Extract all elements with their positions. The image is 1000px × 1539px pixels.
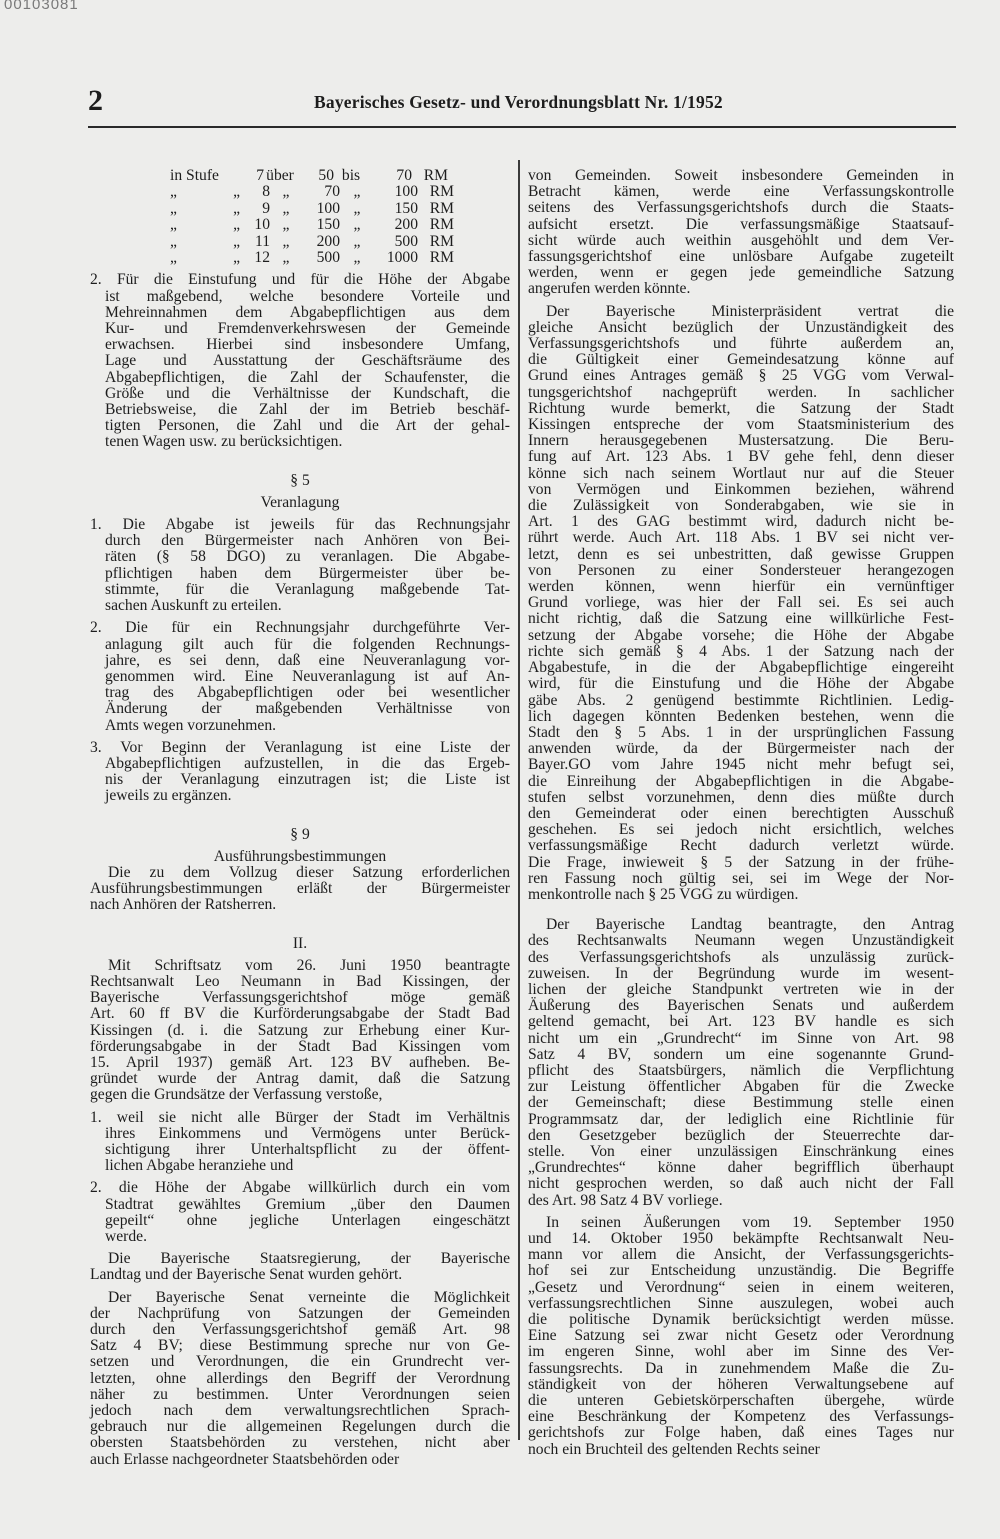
text-line: werden können, wenn hierfür ein vernünftiger	[528, 578, 954, 596]
text-line: Programmsatz dar, der lediglich eine Richtlinie für	[528, 1110, 954, 1128]
section-5-item-3	[90, 740, 510, 805]
tier-cell: 50	[318, 167, 334, 184]
right-para-3	[528, 917, 954, 1209]
tier-cell: 150	[394, 199, 418, 217]
text-line: pflicht des Staatsbürgers, nämlich die Verpflichtung	[528, 1061, 954, 1079]
text-line: ist maßgebend, welche besondere Vorteile und	[105, 287, 510, 305]
text-line: zuweisen. In der Begründung wurde im wesent-	[528, 964, 954, 982]
tier-cell: „	[233, 199, 240, 217]
section-9-title: Ausführungsbestimmungen	[213, 847, 387, 865]
text-line: lich dagegen könnten Bedenken bestehen, wenn die	[528, 707, 954, 725]
section-5-number: § 5	[290, 471, 310, 489]
left-column	[90, 168, 510, 1468]
text-line: tigten Personen, die Zahl und die Art der gehal-	[105, 417, 510, 435]
tier-cell: „	[170, 199, 177, 217]
text-line: Bayer.GO vom Jahre 1945 nicht mehr befugt sei,	[528, 756, 954, 774]
tier-cell: „	[282, 199, 290, 217]
text-line: Stadtrat gewähltes Gremium „über den Daumen	[105, 1195, 510, 1213]
tier-cell: 500	[316, 249, 340, 267]
text-line: Grund eines Antrages gemäß § 25 VGG vom Verwal-	[528, 367, 954, 385]
part-2-item-2	[90, 1180, 510, 1245]
text-line: jahre, es sei denn, daß eine Neuveranlagung vor-	[105, 651, 510, 669]
tier-row	[170, 168, 510, 184]
text-line: genommen wird. Eine Neuveranlagung ist auf An-	[105, 667, 510, 685]
text-line: gepeilt“ ohne jegliche Unterlagen eingeschätzt	[105, 1211, 510, 1229]
text-line: von Vermögen und Einkommen beziehen, während	[528, 480, 954, 498]
pencil-annotation	[74, 56, 86, 82]
text-line: nicht richtig, daß die Satzung eine willkürliche Fest-	[528, 610, 954, 628]
text-line: pflichtigen haben dem Bürgermeister über be-	[105, 564, 510, 582]
tier-cell: „	[282, 216, 290, 234]
right-para-2	[528, 304, 954, 904]
section-5-item-1	[90, 517, 510, 614]
text-line: im engeren Sinne, wohl aber im Sinne des Ver-	[528, 1343, 954, 1361]
scan-id-mark: 00103081	[4, 0, 79, 13]
text-line: Satz 4 BV; diese Bestimmung spreche nur von Ge-	[90, 1337, 510, 1355]
text-line: hof sei zur Entscheidung unzuständig. Die Begriffe	[528, 1262, 954, 1280]
right-para-1	[528, 168, 954, 298]
right-column	[528, 168, 954, 1458]
text-line: Kissingen (d. i. die Satzung zur Erhebung einer Kur-	[90, 1021, 510, 1039]
text-line: Bayerische Verfassungsgerichtshof möge gemäß	[90, 989, 510, 1007]
text-line: Richtung wurde bemerkt, die Satzung der Stadt	[528, 399, 954, 417]
text-line: gäbe Abs. 2 genügend bestimmte Richtlinien. Ledig-	[528, 691, 954, 709]
text-line: durch den Verfassungsgerichtshof gemäß Art. 98	[90, 1321, 510, 1339]
text-line: Grund vorliege, was hier der Fall sei. Es sei auch	[528, 594, 954, 612]
tier-row	[170, 201, 510, 217]
text-line: Die Frage, inwieweit § 5 der Satzung in der frühe-	[528, 853, 954, 871]
text-line: noch ein Bruchteil des geltenden Rechts seiner	[528, 1440, 820, 1458]
text-line: Der Bayerische Senat verneinte die Möglichkeit	[108, 1288, 510, 1306]
tier-cell: 11	[254, 232, 270, 250]
text-line: eine Beschränkung der Kompetenz des Verfassungs-	[528, 1408, 954, 1426]
tier-cell: „	[233, 216, 240, 234]
text-line: 1. Die Abgabe ist jeweils für das Rechnungsjahr	[90, 516, 510, 534]
text-line: gleiche Ansicht bezüglich der Unzuständigkeit des	[528, 318, 954, 336]
tier-cell: 7	[256, 167, 264, 184]
text-line: den Gemeinderat oder einen berechtigten Ausschuß	[528, 804, 954, 822]
tier-row	[170, 184, 510, 200]
text-line: die Einreihung der Abgabepflichtigen in die Abgabe-	[528, 772, 954, 790]
text-line: auch Erlasse nachgeordneter Staatsbehörden oder	[90, 1450, 400, 1468]
text-line: 2. Die für ein Rechnungsjahr durchgeführte Ver-	[90, 619, 510, 637]
text-line: 2. Für die Einstufung und für die Höhe der Abgabe	[90, 271, 510, 289]
tier-cell: „	[170, 183, 177, 201]
text-line: Art. 1 des GAG bestimmt wird, dadurch nicht be-	[528, 513, 954, 531]
tier-cell: „	[170, 232, 177, 250]
tier-cell: 200	[394, 216, 418, 234]
text-line: nach Anhören der Ratsherren.	[90, 896, 277, 914]
text-line: 3. Vor Beginn der Veranlagung ist eine Liste der	[90, 738, 510, 756]
text-line: stufen selbst vorzunehmen, denn dies müßte durch	[528, 788, 954, 806]
text-line: tungsgerichtshof nachgeprüft werden. In sachlicher	[528, 383, 954, 401]
text-line: Änderung der maßgebenden Verhältnisse von	[105, 700, 510, 718]
text-line: stelle. Von einer unzulässigen Einschränkung eines	[528, 1142, 954, 1160]
column-divider	[518, 160, 520, 1440]
text-line: setzen und Verordnungen, die ein Grundrecht ver-	[90, 1353, 510, 1371]
tier-cell: „	[282, 232, 290, 250]
page-number: 2	[88, 84, 103, 117]
tier-cell: 70	[324, 183, 340, 201]
tier-row	[170, 234, 510, 250]
text-line: gründet wurde der Antrag damit, daß die Satzung	[90, 1070, 510, 1088]
text-line: werden, wenn er gegen jede gemeindliche Satzung	[528, 264, 954, 282]
tier-row	[170, 250, 510, 266]
text-line: fassungsrechts. Da in zunehmendem Maße die Zu-	[528, 1359, 954, 1377]
text-line: anwenden würde, da der Bürgermeister nach der	[528, 740, 954, 758]
text-line: 15. April 1937) gemäß Art. 123 BV aufheben. Be-	[90, 1053, 510, 1071]
tier-cell: „	[233, 232, 240, 250]
text-line: Größe und die Verhältnisse der Kundschaft, die	[105, 384, 510, 402]
text-line: Amts wegen vorzunehmen.	[105, 716, 277, 734]
tier-cell: „	[353, 216, 361, 234]
text-line: stimmte, für die Veranlagung maßgebende Tat-	[105, 580, 510, 598]
text-line: die Gültigkeit einer Gemeindesatzung könne auf	[528, 351, 954, 369]
text-line: Der Bayerische Landtag beantragte, den Antrag	[546, 916, 954, 934]
tier-cell: 12	[254, 249, 270, 267]
text-line: 1. weil sie nicht alle Bürger der Stadt im Verhältnis	[90, 1108, 510, 1126]
text-line: erwachsen. Hierbei sind insbesondere Umfang,	[105, 336, 510, 354]
text-line: förderungsabgabe in der Stadt Bad Kissingen vom	[90, 1037, 510, 1055]
text-line: des Art. 98 Satz 4 BV vorliege.	[528, 1191, 723, 1209]
text-line: Abgabestufe, in die der Abgabepflichtige eingereiht	[528, 659, 954, 677]
text-line: verfassungsmäßige Recht dadurch verletzt würde.	[528, 837, 954, 855]
text-line: „Grundrechtes“ könne daher begrifflich überhaupt	[528, 1159, 954, 1177]
text-line: Mit Schriftsatz vom 26. Juni 1950 beantragte	[108, 956, 510, 974]
text-line: des Rechtsanwalts Neumann wegen Unzuständigkeit	[528, 932, 954, 950]
text-line: den Gesetzgeber bezüglich der Steuerrechte dar-	[528, 1126, 954, 1144]
text-line: fung auf Art. 123 Abs. 1 BV gehe fehl, denn dieser	[528, 448, 954, 466]
tier-cell: 1000	[386, 249, 418, 267]
text-line: aufsicht ersetzt. Die verfassungsmäßige Staatsauf-	[528, 215, 954, 233]
tier-cell: RM	[429, 249, 454, 267]
text-line: gebrauch nur die allgemeinen Regelungen durch die	[90, 1418, 510, 1436]
text-line: trag des Abgabepflichtigen oder bei wesentlicher	[105, 684, 510, 702]
text-line: menkontrolle nach § 25 VGG zu würdigen.	[528, 885, 799, 903]
text-line: Stadt den § 5 Abs. 1 in der ursprünglichen Fassung	[528, 723, 954, 741]
text-line: sachen Auskunft zu erteilen.	[105, 597, 282, 615]
text-line: ihres Einkommens und Vermögens unter Berück-	[105, 1124, 510, 1142]
text-line: lichen Abgabe heranziehe und	[105, 1157, 294, 1175]
text-line: lichen der gleiche Standpunkt vertreten wie in der	[528, 980, 954, 998]
text-line: Landtag und der Bayerische Senat wurden gehört.	[90, 1266, 403, 1284]
tier-cell: 500	[394, 232, 418, 250]
text-line: der Nachprüfung von Satzungen der Gemeinden	[90, 1304, 510, 1322]
text-line: Ausführungsbestimmungen erläßt der Bürgermeister	[90, 880, 510, 898]
tier-cell: „	[233, 183, 240, 201]
text-line: Äußerung des Bayerischen Senats und außerdem	[528, 997, 954, 1015]
tier-cell: 9	[262, 199, 270, 217]
text-line: Betriebsweise, die Zahl der im Betrieb beschäf-	[105, 401, 510, 419]
text-line: Lage und Ausstattung der Geschäftsräume des	[105, 352, 510, 370]
text-line: nicht gesprochen werden, so daß auch nicht der Fall	[528, 1175, 954, 1193]
part-2-para-1	[90, 958, 510, 1104]
section-5-title: Veranlagung	[260, 493, 340, 511]
text-line: sichtigung ihrer Unterhaltspflicht zu der öffent-	[105, 1140, 510, 1158]
text-line: Art. 60 ff BV die Kurförderungsabgabe der Stadt Bad	[90, 1005, 510, 1023]
tier-cell: 150	[316, 216, 340, 234]
text-line: Die Bayerische Staatsregierung, der Bayerische	[108, 1250, 510, 1268]
text-line: Rechtsanwalt Leo Neumann in Bad Kissingen, der	[90, 972, 510, 990]
text-line: räten (§ 58 DGO) zu veranlagen. Die Abgabe-	[105, 548, 510, 566]
tier-cell: über	[266, 167, 294, 184]
text-line: In seinen Äußerungen vom 19. September 1950	[546, 1213, 954, 1231]
text-line: jeweils zu ergänzen.	[105, 787, 232, 805]
text-line: geschehen. Es sei jedoch nicht ersichtlich, welches	[528, 821, 954, 839]
text-line: fassungsgerichtshof eine unlösbare Aufgabe zugeteilt	[528, 248, 954, 266]
page-header	[88, 84, 956, 128]
tier-cell: „	[170, 216, 177, 234]
text-line: obersten Staatsbehörden zu verstehen, nicht aber	[90, 1434, 510, 1452]
text-line: setzung der Abgabe vorsehe; die Höhe der Abgabe	[528, 626, 954, 644]
text-line: Der Bayerische Ministerpräsident vertrat die	[546, 302, 954, 320]
text-line: gegen die Grundsätze der Verfassung verstoße,	[90, 1086, 383, 1104]
text-line: die politische Dynamik berücksichtigt werden müsse.	[528, 1311, 954, 1329]
tier-cell: RM	[429, 216, 454, 234]
section-5-item-2	[90, 620, 510, 733]
text-line: werde.	[105, 1228, 147, 1245]
text-line: letzten, ohne allerdings den Begriff der Verordnung	[90, 1369, 510, 1387]
text-line: Abgabepflichtigen, die Zahl der Schaufenster, die	[105, 368, 510, 386]
tier-cell: „	[353, 199, 361, 217]
text-line: mann vor allem die Ansicht, der Verfassungsgerichts-	[528, 1246, 954, 1264]
text-line: Satz 4 BV, sondern um eine sogenannte Grund-	[528, 1045, 954, 1063]
text-line: Abgabepflichtigen aufzustellen, in die das Ergeb-	[105, 754, 510, 772]
part-2-heading: II.	[292, 934, 308, 952]
tier-table	[170, 168, 510, 266]
text-line: die unteren Gebietskörperschaften übergehe, würde	[528, 1392, 954, 1410]
part-2-para-2	[90, 1251, 510, 1283]
tier-cell: bis	[341, 167, 361, 184]
text-line: Mehreinnahmen dem Abgabepflichtigen aus dem	[105, 303, 510, 321]
tier-cell: 70	[396, 167, 412, 184]
tier-row	[170, 217, 510, 233]
text-line: Verfassungsgerichtshofs und führte außerdem an,	[528, 335, 954, 353]
text-line: die Zulässigkeit von Sonderabgaben, wie sie in	[528, 497, 954, 515]
right-para-4	[528, 1215, 954, 1458]
text-line: rührt werde. Auch Art. 118 Abs. 1 BV sei nicht ver-	[528, 529, 954, 547]
text-line: wird, für die Einstufung und die Höhe der Abgabe	[528, 675, 954, 693]
text-line: ständigkeit von der höheren Verwaltungsebene auf	[528, 1375, 954, 1393]
tier-cell: „	[353, 249, 361, 267]
text-line: nis der Veranlagung einzutragen ist; die Liste ist	[105, 771, 510, 789]
text-line: näher zu bestimmen. Unter Verordnungen seien	[90, 1385, 510, 1403]
text-line: ren Fassung noch gültig sei, sei im Wege der Nor-	[528, 869, 954, 887]
tier-cell: „	[170, 249, 177, 267]
text-line: verfassungsrechtlichen Sinne auszulegen, wobei auch	[528, 1294, 954, 1312]
text-line: zur Leistung öffentlicher Abgaben für die Zwecke	[528, 1078, 954, 1096]
text-line: könne sich nach seinem Wortlaut nur auf die Steuer	[528, 464, 954, 482]
tier-cell: 10	[254, 216, 270, 234]
tier-cell: 100	[394, 183, 418, 201]
tier-cell: 100	[316, 199, 340, 217]
tier-cell: RM	[429, 232, 454, 250]
text-line: Kissingen entspreche der vom Staatsministerium des	[528, 416, 954, 434]
text-line: angerufen werden könnte.	[528, 280, 691, 298]
publication-title: Bayerisches Gesetz- und Verordnungsblatt Nr. 1/1952	[314, 92, 723, 112]
text-line: von Personen zu einer Sondersteuer herangezogen	[528, 561, 954, 579]
text-line: Kur- und Fremdenverkehrswesen der Gemeinde	[105, 320, 510, 338]
text-line: jedoch nach dem verwaltungsrechtlichen Sprach-	[90, 1402, 510, 1420]
tier-cell: „	[353, 232, 361, 250]
para-2	[90, 272, 510, 450]
text-line: letzt, denn es sei unbestritten, daß gewisse Gruppen	[528, 545, 954, 563]
text-line: und 14. Oktober 1950 bekämpfte Rechtsanwalt Neu-	[528, 1230, 954, 1247]
text-line: von Gemeinden. Soweit insbesondere Gemeinden in	[528, 167, 954, 184]
text-line: 2. die Höhe der Abgabe willkürlich durch ein vom	[90, 1179, 510, 1197]
tier-cell: RM	[429, 199, 454, 217]
text-line: Die zu dem Vollzug dieser Satzung erforderlichen	[108, 863, 510, 881]
tier-cell: 8	[262, 183, 270, 201]
text-line: tenen Wagen usw. zu berücksichtigen.	[105, 433, 343, 451]
text-line: geltend gemacht, bei Art. 123 BV handle es sich	[528, 1013, 954, 1031]
text-line: „Gesetz und Verordnung“ seien in einem weiteren,	[528, 1278, 954, 1296]
text-line: der Gemeinschaft; diese Bestimmung stelle einen	[528, 1094, 954, 1112]
text-line: Eine Satzung sei zwar nicht Gesetz oder Verordnung	[528, 1327, 954, 1345]
tier-cell: 200	[316, 232, 340, 250]
text-line: richte sich gemäß § 4 Abs. 1 der Satzung nach der	[528, 642, 954, 660]
text-line: des Verfassungsgerichtshofs als unzulässig zurück-	[528, 948, 954, 966]
text-line: Betracht kämen, werde eine Verfassungskontrolle	[528, 183, 954, 201]
part-2-item-1	[90, 1110, 510, 1175]
tier-cell: RM	[429, 183, 454, 201]
text-line: Innern herausgegebenen Mustersatzung. Die Beru-	[528, 432, 954, 450]
text-line: gerichtshofs zur Folge haben, daß eines Tages nur	[528, 1424, 954, 1442]
text-line: anlagung gilt auch für die folgenden Rechnungs-	[105, 635, 510, 653]
section-9-text	[90, 865, 510, 914]
text-line: sicht würde auch weithin ausgehöhlt und dem Ver-	[528, 231, 954, 249]
tier-cell: RM	[423, 167, 448, 184]
part-2-para-3	[90, 1290, 510, 1468]
text-line: seitens des Verfassungsgerichtshofs durch die Staats-	[528, 199, 954, 217]
tier-cell: „	[282, 249, 290, 267]
text-line: nicht um ein „Grundrecht“ im Sinne von Art. 98	[528, 1029, 954, 1047]
section-9-number: § 9	[290, 825, 310, 843]
text-line: durch den Bürgermeister nach Anhören von Bei-	[105, 532, 510, 550]
tier-cell: in Stufe	[170, 167, 219, 184]
tier-cell: „	[353, 183, 361, 201]
tier-cell: „	[282, 183, 290, 201]
tier-cell: „	[233, 249, 240, 267]
